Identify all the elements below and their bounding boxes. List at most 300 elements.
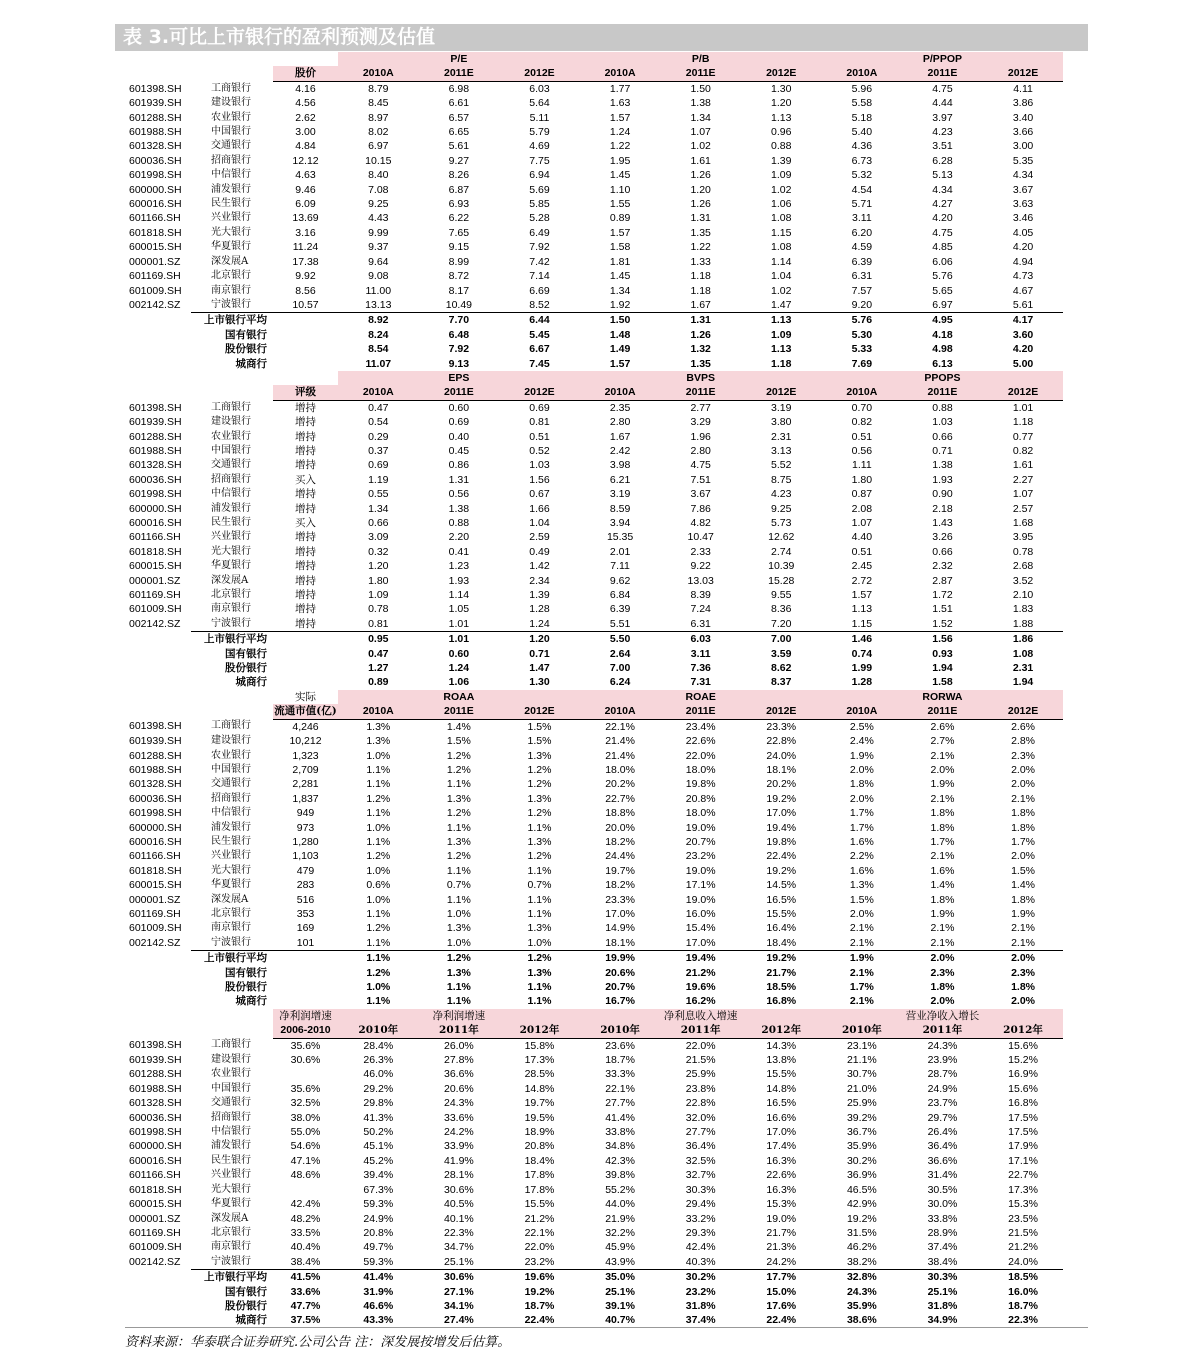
metric-value: 5.35	[1012, 154, 1034, 167]
section-group-header	[125, 371, 1063, 385]
metric-value: 6.61	[448, 97, 470, 110]
average-row	[125, 675, 1063, 689]
metric-value: 44.0%	[605, 1198, 635, 1211]
average-value: 1.26	[690, 328, 711, 341]
average-row	[125, 966, 1063, 980]
metric-value: 1.05	[448, 603, 470, 616]
metric-value: 0.66	[932, 545, 953, 558]
metric-value: 16.5%	[766, 893, 797, 906]
stock-code: 601998.SH	[129, 1126, 182, 1139]
bank-name: 交通银行	[211, 140, 251, 152]
metric-value: 18.4%	[766, 936, 797, 949]
metric-value: 2.10	[1012, 589, 1034, 602]
table-row	[125, 1154, 1063, 1168]
year-header: 2012E	[741, 66, 822, 81]
valuation-table	[125, 52, 1063, 1328]
stock-code: 601009.SH	[129, 1241, 182, 1254]
metric-value: 3.51	[932, 140, 953, 153]
metric-value: 5.11	[529, 111, 550, 124]
metric-value: 4.43	[368, 212, 389, 225]
metric-value: 2.80	[609, 416, 631, 429]
average-value: 1.1%	[527, 981, 552, 993]
year-header: 2012年	[741, 1023, 822, 1038]
table-row	[125, 111, 1063, 125]
average-value: 2.64	[609, 647, 631, 660]
metric-value: 4.73	[1012, 270, 1034, 283]
metric-value: 1.20	[771, 97, 792, 110]
metric-value: 6.03	[529, 82, 550, 95]
average-row	[125, 632, 1063, 647]
metric-value: 9.20	[851, 298, 873, 311]
metric-value: 0.78	[1012, 545, 1034, 558]
metric-value: 0.41	[448, 545, 470, 558]
first-column-value: 32.5%	[290, 1097, 321, 1110]
metric-value: 31.5%	[846, 1226, 877, 1239]
average-value: 7.36	[690, 662, 711, 675]
stock-code: 600016.SH	[129, 198, 182, 211]
bank-name: 北京银行	[211, 589, 251, 601]
metric-value: 16.3%	[766, 1183, 797, 1196]
metric-value: 20.2%	[766, 778, 797, 791]
metric-value: 1.1%	[527, 893, 552, 906]
metric-value: 23.2%	[524, 1255, 555, 1268]
metric-value: 14.9%	[605, 922, 635, 935]
average-value: 1.08	[1012, 647, 1034, 660]
metric-value: 32.0%	[685, 1111, 716, 1124]
metric-value: 39.8%	[605, 1169, 635, 1182]
metric-value: 67.3%	[363, 1183, 394, 1196]
bank-name: 北京银行	[211, 270, 251, 282]
metric-value: 1.38	[690, 97, 711, 110]
metric-value: 1.03	[932, 416, 953, 429]
average-label: 城商行	[235, 1314, 267, 1327]
first-column-value: 2,709	[292, 763, 319, 776]
metric-value: 18.1%	[766, 763, 797, 776]
average-value: 7.92	[448, 343, 470, 356]
metric-value: 1.42	[529, 560, 550, 573]
metric-value: 2.1%	[930, 936, 955, 949]
metric-value: 22.7%	[605, 792, 635, 805]
metric-value: 27.8%	[444, 1054, 474, 1067]
bank-name: 浦发银行	[211, 183, 251, 195]
metric-value: 34.7%	[444, 1241, 474, 1254]
metric-value: 3.13	[771, 444, 792, 457]
stock-code: 600036.SH	[129, 154, 182, 167]
table-row	[125, 574, 1063, 588]
stock-code: 601166.SH	[129, 850, 181, 863]
first-column-group-label	[273, 371, 338, 385]
metric-value: 4.82	[690, 517, 711, 529]
average-value: 1.46	[822, 632, 903, 647]
metric-value: 8.45	[368, 97, 389, 110]
metric-value: 2.72	[851, 574, 873, 587]
average-value: 1.56	[902, 632, 983, 647]
metric-value: 8.79	[368, 82, 389, 95]
table-row	[125, 878, 1063, 892]
metric-value: 17.9%	[1008, 1140, 1038, 1153]
metric-value: 1.11	[852, 459, 872, 472]
first-column-label: 流通市值(亿)	[274, 705, 337, 718]
metric-value: 1.09	[771, 169, 792, 182]
average-value: 1.27	[368, 662, 389, 675]
first-column-value: 买入	[295, 473, 316, 486]
metric-value: 1.04	[529, 517, 550, 529]
table-row	[125, 211, 1063, 225]
metric-value: 2.32	[932, 560, 953, 573]
bank-name: 中国银行	[211, 763, 251, 775]
metric-value: 3.97	[932, 111, 953, 124]
blank-cell	[191, 371, 273, 385]
metric-value: 17.8%	[524, 1183, 555, 1196]
first-column-value: 增持	[295, 603, 316, 616]
metric-value: 7.57	[851, 284, 873, 297]
metric-value: 39.4%	[363, 1169, 394, 1182]
bank-name: 深发展A	[211, 255, 249, 267]
metric-value: 4.85	[932, 241, 953, 254]
metric-value: 1.3%	[527, 922, 552, 935]
stock-code: 601328.SH	[129, 1097, 182, 1110]
bank-name: 中国银行	[211, 444, 251, 456]
stock-code: 601169.SH	[129, 270, 181, 283]
metric-value: 21.0%	[846, 1082, 877, 1095]
average-value: 6.48	[448, 328, 470, 341]
metric-value: 1.10	[609, 183, 631, 196]
average-value: 1.48	[609, 328, 631, 341]
metric-value: 1.8%	[930, 807, 955, 820]
first-column-value: 283	[296, 879, 315, 892]
average-value: 4.17	[983, 313, 1064, 328]
metric-value: 28.4%	[363, 1039, 394, 1052]
table-row	[125, 154, 1063, 168]
first-column-value: 42.4%	[290, 1198, 321, 1211]
metric-value: 39.2%	[846, 1111, 877, 1124]
average-label: 上市银行平均	[191, 313, 273, 328]
first-column-label: 股价	[273, 66, 338, 81]
metric-value: 0.40	[448, 430, 470, 443]
metric-value: 1.83	[1012, 603, 1034, 616]
year-header: 2012年	[499, 1023, 580, 1038]
metric-value: 1.7%	[930, 835, 955, 848]
year-header: 2011E	[419, 66, 500, 81]
average-value: 0.60	[448, 647, 470, 660]
bank-name: 交通银行	[211, 459, 251, 471]
metric-value: 2.7%	[930, 735, 955, 748]
average-value: 18.7%	[1008, 1299, 1038, 1312]
stock-code: 601166.SH	[129, 1169, 181, 1182]
table-row	[125, 864, 1063, 878]
metric-value: 1.20	[368, 560, 389, 573]
average-value: 22.4%	[524, 1314, 555, 1327]
stock-code: 601398.SH	[129, 82, 182, 95]
metric-value: 7.20	[771, 617, 792, 630]
year-header: 2011E	[419, 704, 500, 719]
first-column-value: 4,246	[292, 720, 319, 733]
metric-value: 41.4%	[605, 1111, 635, 1124]
metric-value: 1.2%	[446, 807, 471, 820]
metric-value: 6.06	[932, 255, 953, 268]
metric-value: 32.2%	[605, 1226, 635, 1239]
average-row	[125, 357, 1063, 371]
metric-value: 22.8%	[766, 735, 797, 748]
stock-code: 000001.SZ	[129, 1212, 181, 1225]
blank-cell	[125, 385, 191, 400]
metric-value: 1.1%	[366, 763, 391, 776]
year-header: 2011E	[660, 704, 741, 719]
metric-value: 17.3%	[1008, 1183, 1038, 1196]
average-value: 30.2%	[660, 1270, 741, 1285]
metric-value: 15.8%	[524, 1039, 555, 1052]
metric-value: 1.23	[448, 560, 470, 573]
average-label: 国有银行	[225, 1285, 267, 1298]
metric-value: 19.0%	[685, 893, 716, 906]
metric-value: 17.1%	[1008, 1154, 1038, 1167]
metric-value: 1.20	[690, 183, 711, 196]
bank-name: 中信银行	[211, 807, 251, 819]
metric-value: 1.2%	[366, 850, 391, 863]
metric-value: 0.70	[851, 401, 873, 414]
metric-value: 8.02	[368, 126, 389, 139]
first-column-value: 1,103	[292, 850, 319, 863]
average-value: 2.0%	[902, 951, 983, 966]
bank-name: 南京银行	[211, 922, 251, 934]
average-value: 25.1%	[605, 1285, 635, 1298]
metric-value: 1.1%	[366, 907, 391, 920]
metric-value: 15.3%	[1008, 1198, 1038, 1211]
average-value: 1.99	[851, 662, 873, 675]
metric-value: 5.61	[1012, 298, 1034, 311]
metric-value: 8.99	[448, 255, 470, 268]
metric-value: 29.7%	[927, 1111, 958, 1124]
first-column-label: 评级	[273, 385, 338, 400]
bank-name: 中国银行	[211, 126, 251, 138]
bank-name: 民生银行	[211, 198, 251, 210]
metric-value: 1.2%	[527, 807, 552, 820]
bank-name: 民生银行	[211, 835, 251, 847]
metric-value: 22.7%	[1008, 1169, 1038, 1182]
metric-value: 24.2%	[444, 1126, 474, 1139]
average-value: 0.89	[368, 676, 389, 689]
blank-cell	[125, 704, 191, 719]
metric-value: 19.2%	[766, 864, 797, 877]
metric-value: 5.73	[771, 517, 792, 529]
metric-value: 0.6%	[366, 879, 391, 892]
first-column-value: 增持	[295, 459, 316, 472]
metric-value: 9.25	[368, 198, 389, 211]
bank-name: 中信银行	[211, 1126, 251, 1138]
average-value: 16.8%	[766, 995, 797, 1008]
metric-value: 24.0%	[766, 749, 797, 762]
metric-value: 25.9%	[846, 1097, 877, 1110]
metric-value: 17.0%	[766, 807, 797, 820]
stock-code: 601398.SH	[129, 1039, 182, 1052]
bank-name: 深发展A	[211, 574, 249, 586]
metric-value: 28.7%	[927, 1068, 958, 1081]
metric-value: 2.18	[932, 502, 953, 515]
metric-value: 8.75	[771, 473, 792, 486]
metric-value: 5.61	[448, 140, 470, 153]
year-header: 2011E	[660, 385, 741, 400]
metric-value: 4.34	[932, 183, 953, 196]
table-row	[125, 821, 1063, 835]
metric-value: 29.8%	[363, 1097, 394, 1110]
bank-name: 北京银行	[211, 1226, 251, 1238]
metric-value: 3.00	[1012, 140, 1034, 153]
average-value: 7.70	[419, 313, 500, 328]
metric-value: 18.0%	[685, 807, 716, 820]
metric-value: 25.9%	[685, 1068, 716, 1081]
table-row	[125, 298, 1063, 313]
average-value: 19.6%	[685, 981, 716, 993]
average-label: 国有银行	[225, 647, 267, 660]
metric-value: 21.3%	[766, 1241, 797, 1254]
metric-value: 10.39	[768, 560, 795, 573]
stock-code: 601998.SH	[129, 488, 182, 501]
section-group-header	[125, 52, 1063, 66]
average-value: 19.4%	[660, 951, 741, 966]
metric-value: 1.08	[771, 241, 792, 254]
average-value: 6.67	[529, 343, 550, 356]
average-value: 35.0%	[580, 1270, 661, 1285]
blank-cell	[191, 1023, 273, 1038]
metric-value: 1.18	[1012, 416, 1034, 429]
average-value: 1.1%	[527, 995, 552, 1008]
bank-name: 民生银行	[211, 1154, 251, 1166]
metric-value: 5.52	[771, 459, 792, 472]
metric-value: 1.72	[932, 589, 953, 602]
first-column-group-label: 净利润增速	[273, 1009, 338, 1023]
average-row	[125, 342, 1063, 356]
stock-code: 601939.SH	[129, 1054, 182, 1067]
metric-value: 7.14	[529, 270, 550, 283]
metric-value: 33.3%	[605, 1068, 635, 1081]
metric-value: 1.1%	[527, 821, 552, 834]
metric-value: 5.69	[529, 183, 550, 196]
bank-name: 招商银行	[211, 792, 251, 804]
average-value: 4.98	[932, 343, 953, 356]
blank-cell	[125, 632, 191, 647]
metric-value: 22.1%	[605, 720, 635, 733]
first-column-value: 3.16	[295, 226, 316, 239]
blank-cell	[125, 951, 191, 966]
bank-name: 宁波银行	[211, 617, 251, 629]
metric-value: 8.59	[609, 502, 631, 515]
year-header: 2011E	[902, 704, 983, 719]
metric-value: 9.37	[368, 241, 389, 254]
average-value: 2.0%	[1011, 995, 1036, 1008]
table-row	[125, 921, 1063, 935]
metric-value: 1.8%	[1011, 807, 1036, 820]
bank-name: 华夏银行	[211, 241, 251, 253]
metric-value: 15.5%	[524, 1198, 555, 1211]
metric-value: 1.3%	[446, 922, 471, 935]
average-value: 1.1%	[446, 981, 471, 993]
first-column-value: 2,281	[292, 778, 319, 791]
average-value: 3.11	[690, 647, 711, 660]
metric-value: 35.9%	[846, 1140, 877, 1153]
average-value: 1.28	[851, 676, 873, 689]
metric-value: 2.01	[609, 545, 631, 558]
metric-value: 42.9%	[846, 1198, 877, 1211]
year-header: 2010年	[822, 1023, 903, 1038]
first-column-average	[273, 675, 338, 689]
year-header: 2012E	[741, 704, 822, 719]
metric-value: 38.2%	[846, 1255, 877, 1268]
stock-code: 002142.SZ	[129, 937, 181, 950]
year-header: 2012E	[499, 66, 580, 81]
table-row	[125, 835, 1063, 849]
metric-value: 1.3%	[527, 835, 552, 848]
metric-value: 23.3%	[766, 720, 797, 733]
metric-value: 6.31	[690, 617, 711, 630]
stock-code: 600000.SH	[129, 183, 182, 196]
stock-code: 600036.SH	[129, 1111, 182, 1124]
bank-name: 交通银行	[211, 1097, 251, 1109]
average-value: 32.8%	[822, 1270, 903, 1285]
metric-value: 2.1%	[1011, 936, 1036, 949]
metric-value: 14.3%	[766, 1039, 797, 1052]
metric-value: 1.0%	[446, 936, 471, 949]
blank-cell	[125, 1023, 191, 1038]
first-column-value: 增持	[295, 502, 316, 515]
year-header: 2012年	[983, 1023, 1064, 1038]
metric-value: 23.4%	[685, 720, 716, 733]
metric-value: 1.0%	[366, 821, 391, 834]
year-header: 2012E	[741, 385, 822, 400]
stock-code: 601009.SH	[129, 922, 182, 935]
metric-value: 7.65	[448, 226, 470, 239]
average-value: 1.32	[690, 343, 711, 356]
year-header: 2012E	[499, 385, 580, 400]
metric-value: 24.4%	[605, 850, 635, 863]
metric-value: 14.5%	[766, 879, 797, 892]
metric-value: 41.3%	[363, 1111, 394, 1124]
metric-value: 1.80	[851, 473, 873, 486]
metric-value: 2.1%	[930, 922, 955, 935]
first-column-value: 增持	[295, 416, 316, 429]
metric-value: 8.97	[368, 111, 389, 124]
metric-value: 1.0%	[527, 936, 552, 949]
metric-value: 17.8%	[524, 1169, 555, 1182]
metric-value: 5.64	[529, 97, 550, 110]
metric-value: 1.0%	[366, 893, 391, 906]
metric-value: 0.51	[529, 430, 550, 443]
average-row	[125, 951, 1063, 966]
year-header: 2012E	[983, 704, 1064, 719]
average-value: 2.0%	[983, 951, 1064, 966]
table-row	[125, 1096, 1063, 1110]
metric-value: 1.02	[771, 284, 792, 297]
metric-value: 13.03	[687, 574, 714, 587]
year-header: 2011E	[419, 385, 500, 400]
metric-value: 7.75	[529, 154, 550, 167]
stock-code: 600015.SH	[129, 241, 182, 254]
metric-value: 1.3%	[527, 749, 552, 762]
metric-value: 1.01	[448, 617, 470, 630]
metric-value: 15.6%	[1008, 1082, 1038, 1095]
metric-value: 0.49	[529, 545, 550, 558]
bank-name: 深发展A	[211, 1212, 249, 1224]
table-row	[125, 125, 1063, 139]
metric-group-header: P/PPOP	[822, 52, 1064, 66]
metric-value: 18.1%	[605, 936, 635, 949]
metric-value: 22.1%	[605, 1082, 635, 1095]
metric-value: 1.22	[609, 140, 631, 153]
average-value: 1.58	[932, 676, 953, 689]
metric-value: 0.51	[851, 545, 873, 558]
metric-value: 6.65	[448, 126, 470, 139]
bank-name: 中国银行	[211, 1082, 251, 1094]
metric-value: 18.9%	[524, 1126, 555, 1139]
